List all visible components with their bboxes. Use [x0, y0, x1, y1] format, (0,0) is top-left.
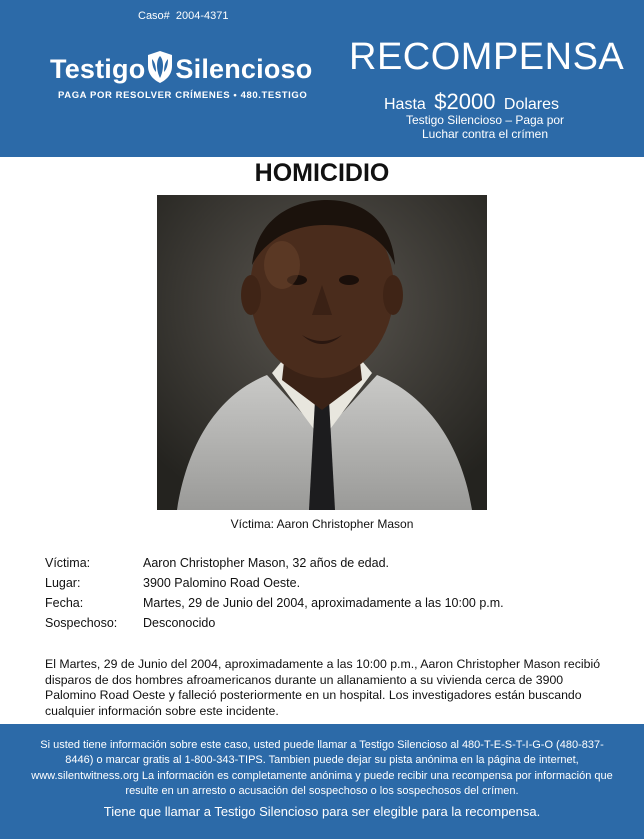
detail-value: Martes, 29 de Junio del 2004, aproximadamente a las 10:00 p.m.	[143, 596, 504, 610]
detail-label: Fecha:	[45, 596, 84, 610]
victim-photo	[157, 195, 487, 510]
photo-caption: Víctima: Aaron Christopher Mason	[230, 517, 414, 531]
detail-value: 3900 Palomino Road Oeste.	[143, 576, 301, 590]
detail-label: Sospechoso:	[45, 616, 118, 630]
logo-tagline: PAGA POR RESOLVER CRÍMENES • 480.TESTIGO	[58, 90, 308, 101]
footer-banner	[0, 724, 644, 839]
detail-row-location	[45, 576, 605, 596]
detail-label: Lugar:	[45, 576, 81, 590]
reward-prefix: Hasta	[384, 96, 426, 113]
footer-info: Si usted tiene información sobre este caso, usted puede llamar a Testigo Silencioso al 480-T-E-S-T-I-G-O (480-837-8446) o marcar gratis al 1-800-343-TIPS. Tambien puede dejar su pista anónima en la página de internet, www.silentwitness.org La información es completamente anónima y puede recibir una recompensa por información que resulte en un arresto o acusación del sospechoso o los sospechosos del crímen.	[31, 739, 613, 797]
logo-text-right: Silencioso	[175, 54, 313, 84]
footer-call-to-action: Tiene que llamar a Testigo Silencioso para ser elegible para la recompensa.	[103, 804, 541, 819]
reward-amount: $2000	[434, 89, 496, 114]
case-details	[45, 556, 605, 636]
detail-label: Víctima:	[45, 556, 91, 570]
reward-suffix: Dolares	[503, 96, 560, 113]
header-banner	[0, 0, 644, 157]
shield-icon	[147, 50, 173, 84]
detail-row-suspect	[45, 616, 605, 636]
crime-title: HOMICIDIO	[254, 159, 390, 187]
case-value: 2004-4371	[175, 10, 229, 22]
reward-amount-line	[384, 89, 559, 115]
logo-text-left: Testigo	[50, 54, 146, 84]
silent-witness-logo	[50, 50, 322, 108]
detail-value: Aaron Christopher Mason, 32 años de edad.	[143, 556, 389, 570]
case-summary: El Martes, 29 de Junio del 2004, aproximadamente a las 10:00 p.m., Aaron Christopher Mason recibió disparos de dos hombres afroamericanos durante un allanamiento a su vivienda cerca de 3900 Palomino Road Oeste y falleció posteriormente en un hospital. Los investigadores están buscando cualquier información sobre este incidente.	[45, 657, 601, 718]
case-number	[138, 10, 229, 22]
detail-row-victim	[45, 556, 605, 576]
reward-title: RECOMPENSA	[349, 36, 625, 78]
detail-value: Desconocido	[143, 616, 216, 630]
reward-subtitle: Testigo Silencioso – Paga por Luchar contra el crímen	[405, 113, 565, 141]
case-label: Caso#	[138, 10, 170, 22]
detail-row-date	[45, 596, 605, 616]
